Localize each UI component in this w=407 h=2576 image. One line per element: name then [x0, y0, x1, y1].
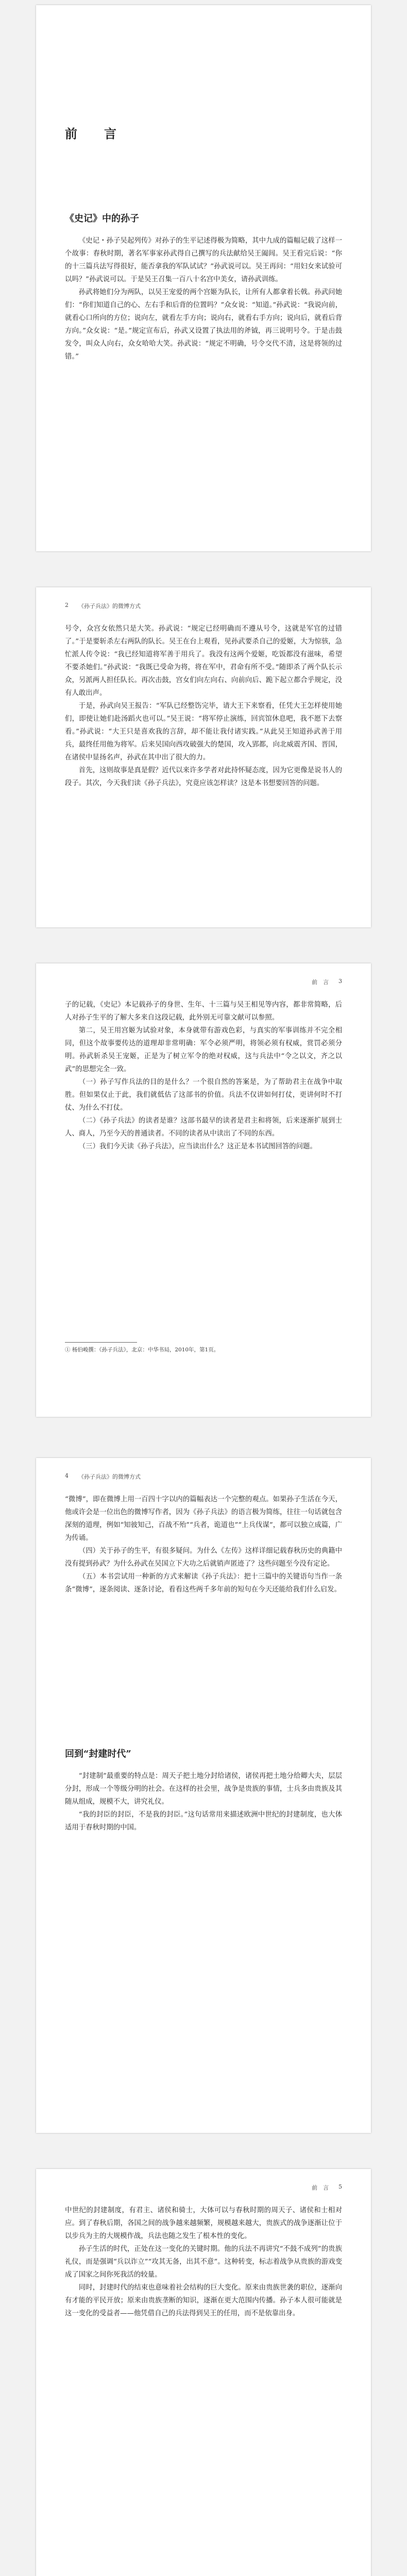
paragraph: （二）《孙子兵法》的读者是谁？这部书最早的读者是君主和将领，后来逐渐扩展到士人、商人，乃至今天的普通读者。不同的读者从中读出了不同的东西。 — [65, 1117, 342, 1138]
section-title: 回到“封建时代” — [65, 1749, 131, 1759]
paragraph: （一）孙子写作兵法的目的是什么？一个很自然的答案是，为了帮助君主在战争中取胜。但如果仅止于此，我们就低估了这部书的价值。兵法不仅讲如何打仗，更讲何时不打仗、为什么不打仗。 — [65, 1078, 342, 1112]
book-page-4 — [36, 1458, 371, 2133]
book-page-3 — [36, 963, 371, 1417]
paragraph: 首先，这则故事是真是假？近代以来许多学者对此持怀疑态度，因为它更像是说书人的段子。其次，今天我们读《孙子兵法》，究竟应该怎样读？这是本书想要回答的问题。 — [65, 767, 342, 787]
paragraph: 《史记・孙子吴起列传》对孙子的生平记述得极为简略，其中九成的篇幅记载了这样一个故事：春秋时期，著名军事家孙武得自己撰写的兵法献给吴王阖闾。吴王看完后说：“你的十三篇兵法写得很好，能否拿我的军队试试？”孙武说可以。吴王再问：“用妇女来试验可以吗？”孙武说可以。于是吴王召集一百八十名宫中美女，请孙武训练。 — [65, 237, 342, 283]
book-page-5 — [36, 2169, 371, 2576]
paragraph: （四）关于孙子的生平，有很多疑问。为什么《左传》这样详细记载春秋历史的典籍中没有提到孙武？为什么孙武在吴国立下大功之后就销声匿迹了？这些问题至今没有定论。 — [65, 1547, 342, 1568]
footnote-rule — [65, 1342, 137, 1343]
section-title: 《史记》中的孙子 — [65, 213, 139, 224]
book-page-2 — [36, 587, 371, 927]
chapter-title: 前 言 — [65, 126, 124, 141]
page-number: 2 — [65, 602, 69, 608]
running-head: 前 言 — [312, 979, 329, 986]
paragraph: 孙子生活的时代，正处在这一变化的关键时期。他的兵法不再讲究“不鼓不成列”的贵族礼仪，而是强调“兵以诈立”“攻其无备，出其不意”。这种转变，标志着战争从贵族的游戏变成了国家之间你死我活的较量。 — [65, 2245, 342, 2279]
paragraph: 子的记载，《史记》本记载孙子的身世、生年、十三篇与吴王相见等内容，都非常简略，后人对孙子生平的了解大多来自这段记载，此外别无可靠文献可以参照。 — [65, 1001, 342, 1022]
paragraph: 同时，封建时代的结束也意味着社会结构的巨大变化。原来由贵族世袭的职位，逐渐向有才能的平民开放；原来由贵族垄断的知识，逐渐在更大范围内传播。孙子本人很可能就是这一变化的受益者——他凭借自己的兵法得到吴王的任用，而不是依靠出身。 — [65, 2284, 342, 2317]
page-number: 3 — [338, 978, 342, 985]
page-number: 4 — [65, 1472, 69, 1479]
footnote: ① 杨伯峻撰：《孙子兵法》，北京：中华书局，2010年，第1页。 — [65, 1347, 219, 1353]
paragraph: （三）我们今天读《孙子兵法》，应当读出什么？这正是本书试图回答的问题。 — [78, 1143, 317, 1150]
book-page-1 — [36, 5, 371, 551]
paragraph: 号令，众宫女依然只是大笑。孙武说：“规定已经明确而不遵从号令，这就是军官的过错了。”于是要斩杀左右两队的队长。吴王在台上观看，见孙武要杀自己的爱姬，大为惊骇，急忙派人传令说：“我已经知道将军善于用兵了。我没有这两个爱姬，吃饭都没有滋味，希望不要杀她们。”孙武说：“我既已受命为将，将在军中，君命有所不受。”随即杀了两个队长示众，另派两人担任队长。再次击鼓，宫女们向左向右、向前向后、跪下起立都合乎规定，没有人敢出声。 — [65, 625, 342, 697]
paragraph: 中世纪的封建制度，有君主、诸侯和骑士，大体可以与春秋时期的周天子、诸侯和士相对应。到了春秋后期，各国之间的战争越来越频繁，规模越来越大，贵族式的战争逐渐让位于以步兵为主的大规模作战，兵法也随之发生了根本性的变化。 — [65, 2207, 342, 2240]
page-number: 5 — [338, 2183, 342, 2190]
running-head: 《孙子兵法》的微博方式 — [78, 1473, 141, 1480]
running-head: 《孙子兵法》的微博方式 — [78, 603, 141, 609]
running-head: 前 言 — [312, 2184, 329, 2191]
paragraph: “我的封臣的封臣，不是我的封臣。”这句话常用来描述欧洲中世纪的封建制度，也大体适用于春秋时期的中国。 — [65, 1811, 342, 1832]
paragraph: 于是，孙武向吴王报告：“军队已经整饬完毕，请大王下来察看，任凭大王怎样使用她们，即使让她们赴汤蹈火也可以。”吴王说：“将军停止演练，回宾馆休息吧，我不愿下去察看。”孙武说：“大王只是喜欢我的言辞，却不能让我付诸实践。”从此吴王知道孙武善于用兵，最终任用他为将军。后来吴国向西攻破强大的楚国，攻入郢都，向北威震齐国、晋国，在诸侯中显扬名声，孙武在其中出了很大的力。 — [65, 702, 342, 761]
paragraph: （五）本书尝试用一种新的方式来解读《孙子兵法》：把十三篇中的关键语句当作一条条“微博”，逐条阅读、逐条讨论，看看这些两千多年前的短句在今天还能给我们什么启发。 — [65, 1573, 342, 1594]
paragraph: “微博”，即在微博上用一百四十字以内的篇幅表达一个完整的观点。如果孙子生活在今天，他或许会是一位出色的微博写作者，因为《孙子兵法》的语言极为简练，往往一句话就包含深刻的道理，例如“知彼知己，百战不殆”“兵者，诡道也”“上兵伐谋”，都可以独立成篇，广为传诵。 — [65, 1496, 342, 1542]
paragraph: “封建制”最重要的特点是：周天子把土地分封给诸侯，诸侯再把土地分给卿大夫，层层分封，形成一个等级分明的社会。在这样的社会里，战争是贵族的事情，士兵多由贵族及其随从组成，规模不大，讲究礼仪。 — [65, 1772, 342, 1806]
paragraph: 孙武将她们分为两队，以吴王宠爱的两个宫姬为队长，让所有人都拿着长戟。孙武问她们：“你们知道自己的心、左右手和后背的位置吗？”众女说：“知道。”孙武说：“我说向前，就看心口所向的方位；说向左，就看左手方向；说向右，就看右手方向；说向后，就看后背方向。”众女说：“是。”规定宣布后，孙武又设置了执法用的斧钺，再三说明号令。于是击鼓发令，叫众人向右，众女哈哈大笑。孙武说：“规定不明确，号令交代不清，这是将领的过错。” — [65, 289, 342, 361]
paragraph: 第二，吴王用宫姬为试验对象，本身就带有游戏色彩，与真实的军事训练并不完全相同，但这个故事要传达的道理却非常明确：军令必须严明，将领必须有权威，赏罚必须分明。孙武斩杀吴王宠姬，正是为了树立军令的绝对权威，这与兵法中“令之以文，齐之以武”的思想完全一致。 — [65, 1027, 342, 1073]
